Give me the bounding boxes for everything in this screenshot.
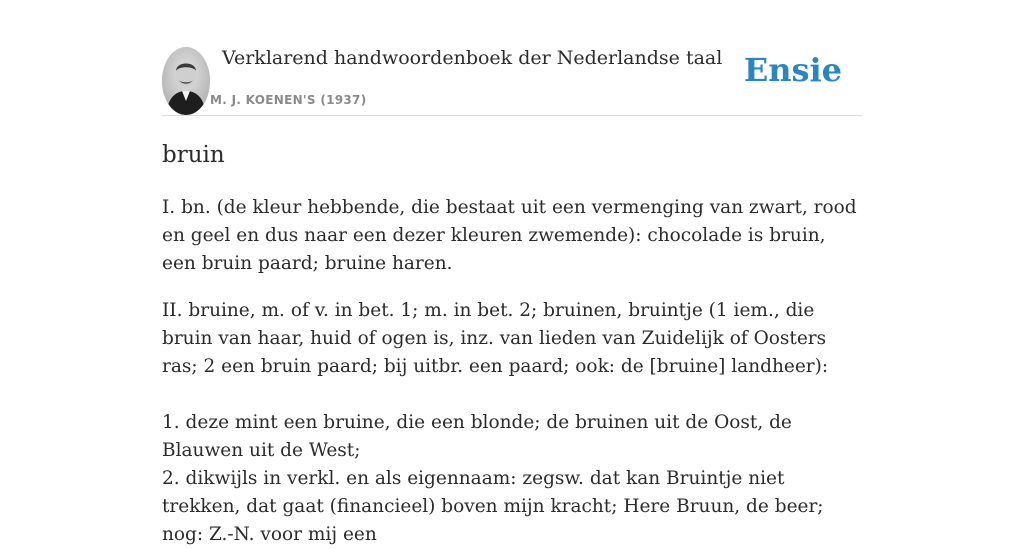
dictionary-title: Verklarend handwoordenboek der Nederlandse taal: [222, 47, 723, 69]
author-portrait: [162, 47, 210, 115]
ensie-logo[interactable]: Ensie: [743, 51, 842, 89]
portrait-icon: [162, 47, 210, 115]
page: [162, 0, 862, 549]
header: [162, 0, 862, 116]
definition-paragraph: 1. deze mint een bruine, die een blonde; de bruinen uit de Oost, de Blauwen uit de West;: [162, 412, 792, 461]
definition-paragraph: I. bn. (de kleur hebbende, die bestaat uit een vermenging van zwart, rood en geel en dus naar een dezer kleuren zwemende): chocolade is bruin, een bruin paard; bruine haren.: [162, 197, 857, 274]
entry-definition: [162, 194, 862, 549]
dictionary-subtitle: M. J. KOENEN'S (1937): [210, 93, 367, 107]
definition-paragraph: 2. dikwijls in verkl. en als eigennaam: zegsw. dat kan Bruintje niet trekken, dat gaat (financieel) boven mijn kracht; Here Bruun, de beer; nog: Z.-N. voor mij een: [162, 468, 824, 545]
definition-paragraph: II. bruine, m. of v. in bet. 1; m. in bet. 2; bruinen, bruintje (1 iem., die bruin van haar, huid of ogen is, inz. van lieden van Zuidelijk of Oosters ras; 2 een bruin paard; bij uitbr. een paard; ook: de [bruine] landheer):: [162, 300, 829, 377]
entry-headword: bruin: [162, 142, 225, 168]
